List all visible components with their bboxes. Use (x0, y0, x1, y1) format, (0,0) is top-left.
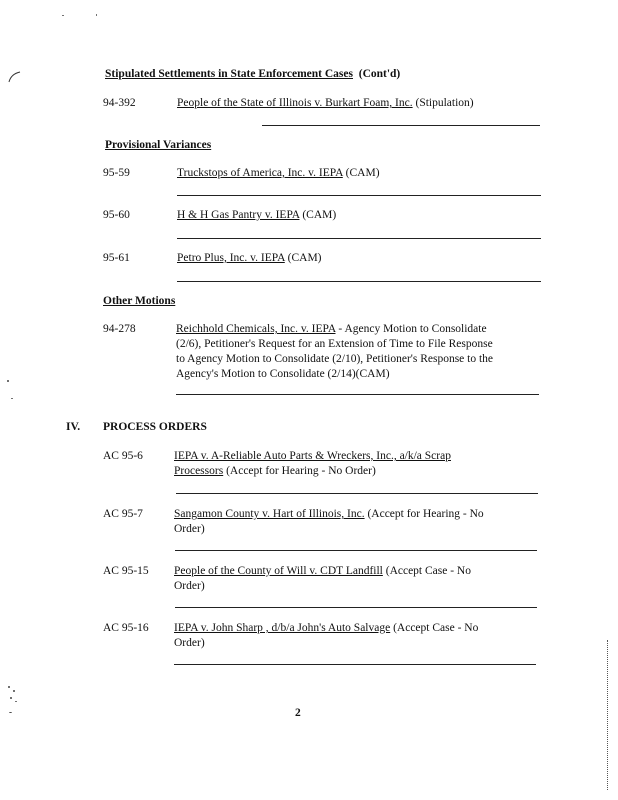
docket-description (174, 564, 534, 594)
docket-number: 95-61 (103, 252, 130, 264)
docket-number: AC 95-7 (103, 508, 143, 520)
docket-entry (103, 621, 543, 653)
description-line: Order) (174, 637, 205, 649)
docket-entry (103, 166, 543, 182)
docket-number: AC 95-16 (103, 622, 149, 634)
description-line (174, 507, 534, 522)
description-line (174, 464, 534, 479)
signature-rule (177, 195, 541, 196)
case-title: People of the County of Will v. CDT Landfill (174, 565, 383, 577)
case-note: (CAM) (299, 209, 337, 221)
scan-speck (96, 14, 97, 16)
docket-entry (103, 449, 543, 481)
section-heading-stipulated (105, 67, 400, 82)
docket-number: AC 95-15 (103, 565, 149, 577)
case-title: H & H Gas Pantry v. IEPA (177, 209, 300, 221)
case-title: Sangamon County v. Hart of Illinois, Inc. (174, 508, 365, 520)
description-line (174, 449, 534, 464)
description-line (176, 322, 536, 337)
scan-speck (15, 701, 17, 702)
scan-mark (6, 68, 24, 86)
description-line: Order) (174, 580, 205, 592)
docket-description (177, 166, 380, 181)
case-title: Truckstops of America, Inc. v. IEPA (177, 167, 343, 179)
docket-number: 95-59 (103, 167, 130, 179)
docket-entry (103, 96, 543, 112)
docket-entry (103, 208, 543, 224)
docket-description (177, 96, 474, 111)
scan-speck (8, 686, 10, 688)
case-note: (Accept Case - No (382, 565, 471, 577)
case-note: - Agency Motion to Consolidate (335, 323, 487, 335)
scan-speck (62, 15, 64, 16)
case-title: Petro Plus, Inc. v. IEPA (177, 252, 285, 264)
scan-edge-mark (607, 640, 608, 790)
docket-entry (103, 564, 543, 596)
docket-description (177, 251, 322, 266)
signature-rule (176, 394, 539, 395)
docket-description (174, 621, 534, 651)
section-heading-text: Stipulated Settlements in State Enforcement Cases (105, 68, 353, 80)
signature-rule (175, 550, 537, 551)
case-note: (CAM) (284, 252, 322, 264)
docket-description (174, 449, 534, 479)
scan-speck (9, 712, 12, 713)
section-heading-process-orders: PROCESS ORDERS (103, 421, 207, 433)
signature-rule (177, 281, 541, 282)
case-title: IEPA v. A-Reliable Auto Parts & Wreckers, Inc., a/k/a Scrap (174, 450, 451, 462)
description-line (174, 621, 534, 636)
case-title: IEPA v. John Sharp , d/b/a John's Auto Salvage (174, 622, 391, 634)
case-title: Reichhold Chemicals, Inc. v. IEPA (176, 323, 336, 335)
docket-description (176, 322, 536, 382)
description-line: (2/6), Petitioner's Request for an Extension of Time to File Response (176, 338, 493, 350)
signature-rule (262, 125, 540, 126)
signature-rule (175, 607, 537, 608)
signature-rule (176, 493, 538, 494)
docket-description (177, 208, 336, 223)
section-heading-other-motions: Other Motions (103, 295, 176, 307)
docket-number: 94-278 (103, 323, 136, 335)
docket-number: AC 95-6 (103, 450, 143, 462)
scan-speck (11, 398, 13, 399)
section-roman-numeral: IV. (66, 421, 81, 433)
page-number: 2 (295, 707, 301, 719)
docket-number: 95-60 (103, 209, 130, 221)
scan-speck (13, 690, 15, 692)
docket-entry (103, 251, 543, 267)
case-note: (Accept for Hearing - No (364, 508, 484, 520)
case-note: (Stipulation) (412, 97, 474, 109)
description-line (174, 564, 534, 579)
docket-entry (103, 322, 543, 384)
description-line: to Agency Motion to Consolidate (2/10), Petitioner's Response to the (176, 353, 494, 365)
case-title: People of the State of Illinois v. Burkart Foam, Inc. (177, 97, 413, 109)
section-heading-provisional: Provisional Variances (105, 139, 212, 151)
case-note: (CAM) (342, 167, 380, 179)
section-heading-suffix: (Cont'd) (358, 68, 401, 80)
signature-rule (177, 238, 541, 239)
signature-rule (174, 664, 536, 665)
scan-speck (7, 380, 9, 382)
docket-number: 94-392 (103, 97, 136, 109)
docket-description (174, 507, 534, 537)
case-note: (Accept Case - No (390, 622, 479, 634)
description-line: Agency's Motion to Consolidate (2/14)(CAM) (176, 368, 390, 380)
case-title: Processors (174, 465, 224, 477)
docket-entry (103, 507, 543, 539)
scan-speck (10, 697, 12, 699)
case-note: (Accept for Hearing - No Order) (223, 465, 376, 477)
description-line: Order) (174, 523, 205, 535)
